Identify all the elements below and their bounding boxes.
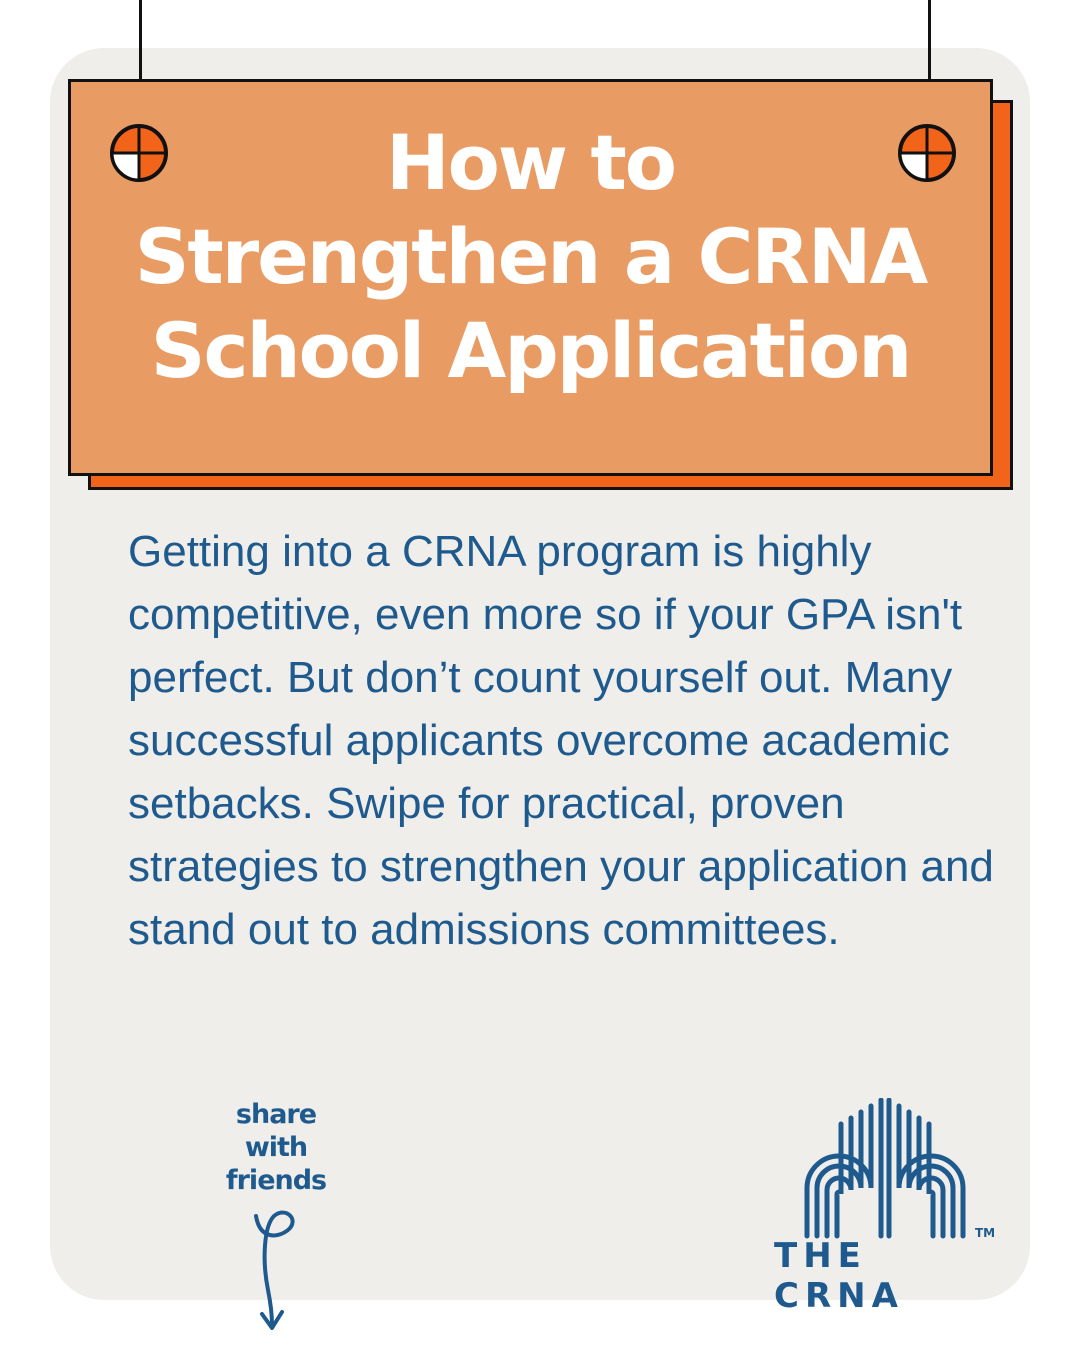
share-line: friends bbox=[225, 1165, 327, 1196]
logo-wordmark: THE CRNA bbox=[774, 1236, 904, 1316]
share-line: share bbox=[235, 1099, 317, 1130]
share-line: with bbox=[244, 1132, 308, 1163]
title-line: School Application bbox=[150, 306, 911, 395]
page-title bbox=[68, 116, 993, 398]
trademark-mark: TM bbox=[975, 1226, 996, 1240]
curly-arrow-icon bbox=[238, 1200, 308, 1340]
share-with-friends-label bbox=[196, 1098, 356, 1197]
title-line: Strengthen a CRNA bbox=[134, 212, 927, 301]
intro-paragraph: Getting into a CRNA program is highly competitive, even more so if your GPA isn't perfect. But don’t count yourself out. Many successful applicants overcome academic setbacks. Swipe for practical, proven strategies to strengthen your application and stand out to admissions committees. bbox=[128, 527, 994, 954]
the-crna-logo-icon bbox=[795, 1098, 975, 1240]
title-line: How to bbox=[385, 118, 676, 207]
